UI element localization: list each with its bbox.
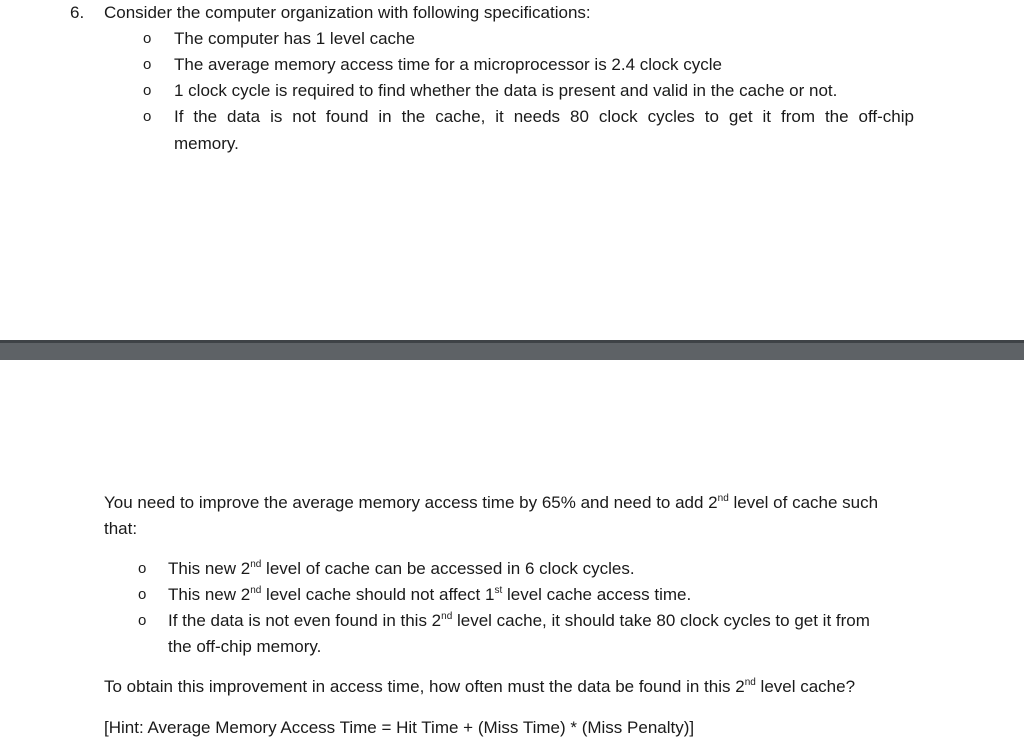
spec-item: If the data is not found in the cache, it needs 80 clock cycles to get it from the off-chip	[174, 107, 914, 126]
bullet-marker: o	[138, 586, 147, 603]
superscript: nd	[717, 493, 729, 504]
final-question	[104, 677, 855, 697]
condition-text: If the data is not even found in this 2	[168, 611, 442, 630]
intro-paragraph-line2: that:	[104, 519, 138, 538]
condition-item	[168, 611, 870, 631]
page-break-divider	[0, 340, 1024, 360]
condition-text: level cache access time.	[502, 585, 692, 604]
condition-text: level cache should not affect 1	[261, 585, 495, 604]
condition-text: level cache, it should take 80 clock cycles to get it from	[452, 611, 870, 630]
question-text: level cache?	[755, 677, 856, 696]
intro-text: You need to improve the average memory access time by 65% and need to add 2	[104, 493, 718, 512]
bullet-marker: o	[143, 56, 152, 73]
condition-text: level of cache can be accessed in 6 clock cycles.	[261, 559, 635, 578]
spec-item: The average memory access time for a microprocessor is 2.4 clock cycle	[174, 55, 722, 74]
question-text: To obtain this improvement in access time, how often must the data be found in this 2	[104, 677, 745, 696]
bullet-marker: o	[138, 560, 147, 577]
superscript: nd	[250, 585, 262, 596]
condition-text: This new 2	[168, 559, 251, 578]
hint-text: [Hint: Average Memory Access Time = Hit Time + (Miss Time) * (Miss Penalty)]	[104, 718, 695, 737]
condition-item	[168, 559, 635, 579]
bullet-marker: o	[143, 108, 152, 125]
page-break-edge	[0, 340, 1024, 343]
question-number: 6.	[70, 3, 85, 22]
condition-item	[168, 585, 691, 605]
bullet-marker: o	[143, 82, 152, 99]
superscript: nd	[441, 611, 453, 622]
condition-text: This new 2	[168, 585, 251, 604]
intro-paragraph	[104, 493, 878, 513]
superscript: st	[494, 585, 503, 596]
bullet-marker: o	[138, 612, 147, 629]
spec-item: The computer has 1 level cache	[174, 29, 415, 48]
condition-item-continuation: the off-chip memory.	[168, 637, 322, 656]
bullet-marker: o	[143, 30, 152, 47]
question-title: Consider the computer organization with following specifications:	[104, 3, 591, 22]
spec-item: 1 clock cycle is required to find whether the data is present and valid in the cache or not.	[174, 81, 838, 100]
document-page-top	[0, 0, 1024, 340]
intro-text: level of cache such	[728, 493, 879, 512]
superscript: nd	[250, 559, 262, 570]
superscript: nd	[744, 677, 756, 688]
spec-item-continuation: memory.	[174, 134, 239, 153]
document-page-bottom	[0, 360, 1024, 748]
